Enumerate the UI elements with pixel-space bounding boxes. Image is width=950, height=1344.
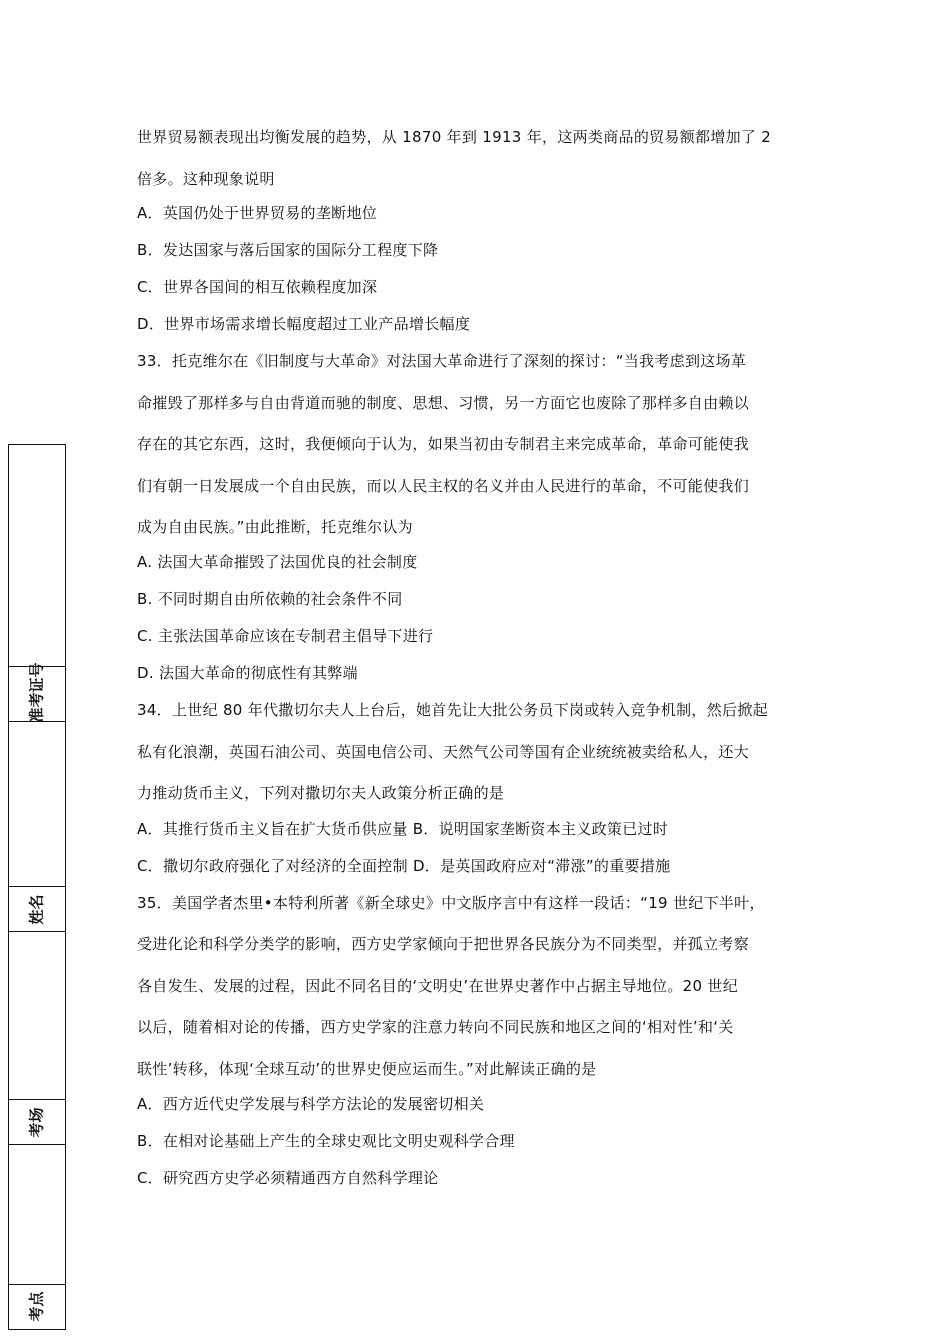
text-line: 私有化浪潮，英国石油公司、英国电信公司、天然气公司等国有企业统统被卖给私人，还大 [137,743,750,761]
option-line: D．世界市场需求增长幅度超过工业产品增长幅度 [137,315,471,333]
exam-number-label-cell [9,662,65,723]
room-label: 考场 [27,1107,46,1138]
text-line: 联性’转移，体现‘全球互动’的世界史便应运而生。”对此解读正确的是 [137,1060,597,1078]
room-field [9,932,65,1100]
question-35-stem: 35．美国学者杰里•本特利所著《新全球史》中文版序言中有这样一段话：“19 世纪下半叶， [137,894,765,912]
name-field [9,722,65,887]
text-line: 世界贸易额表现出均衡发展的趋势，从 1870 年到 1913 年，这两类商品的贸易额都增加了 2 [137,128,772,146]
text-line: 存在的其它东西，这时，我便倾向于认为，如果当初由专制君主来完成革命，革命可能使我 [137,435,750,453]
option-line: C．研究西方史学必须精通西方自然科学理论 [137,1169,439,1187]
room-label-cell [9,1100,65,1145]
site-field [9,1145,65,1285]
text-line: 各自发生、发展的过程，因此不同名目的‘文明史’在世界史著作中占据主导地位。20 世纪 [137,977,738,995]
option-line: A．其推行货币主义旨在扩大货币供应量 B．说明国家垄断资本主义政策已过时 [137,820,669,838]
text-line: 受进化论和科学分类学的影响，西方史学家倾向于把世界各民族分为不同类型，并孤立考察 [137,935,750,953]
option-line: C. 主张法国革命应该在专制君主倡导下进行 [137,627,434,645]
option-line: B．发达国家与落后国家的国际分工程度下降 [137,241,439,259]
exam-number-label: 准考证号 [27,662,46,723]
question-34-stem: 34．上世纪 80 年代撒切尔夫人上台后，她首先让大批公务员下岗或转入竞争机制，然后掀起 [137,701,768,719]
candidate-info-strip [8,444,66,1330]
site-label: 考点 [27,1291,46,1322]
option-line: A．西方近代史学发展与科学方法论的发展密切相关 [137,1095,485,1113]
text-line: 命摧毁了那样多与自由背道而驰的制度、思想、习惯，另一方面它也废除了那样多自由赖以 [137,394,750,412]
option-line: A. 法国大革命摧毁了法国优良的社会制度 [137,553,418,571]
exam-number-field [9,445,65,667]
text-line: 力推动货币主义，下列对撒切尔夫人政策分析正确的是 [137,784,505,802]
text-line: 们有朝一日发展成一个自由民族，而以人民主权的名义并由人民进行的革命，不可能使我们 [137,477,750,495]
question-33-stem: 33．托克维尔在《旧制度与大革命》对法国大革命进行了深刻的探讨：“当我考虑到这场革 [137,352,747,370]
text-line: 以后，随着相对论的传播，西方史学家的注意力转向不同民族和地区之间的‘相对性’和‘关 [137,1018,734,1036]
option-line: C．世界各国间的相互依赖程度加深 [137,278,378,296]
site-label-cell [9,1285,65,1328]
option-line: A．英国仍处于世界贸易的垄断地位 [137,204,378,222]
name-label: 姓名 [27,894,46,925]
text-line: 倍多。这种现象说明 [137,170,275,188]
text-line: 成为自由民族。”由此推断，托克维尔认为 [137,518,413,536]
name-label-cell [9,887,65,932]
option-line: B．在相对论基础上产生的全球史观比文明史观科学合理 [137,1132,515,1150]
option-line: B. 不同时期自由所依赖的社会条件不同 [137,590,403,608]
option-line: C．撒切尔政府强化了对经济的全面控制 D．是英国政府应对“滞涨”的重要措施 [137,857,671,875]
option-line: D. 法国大革命的彻底性有其弊端 [137,664,358,682]
